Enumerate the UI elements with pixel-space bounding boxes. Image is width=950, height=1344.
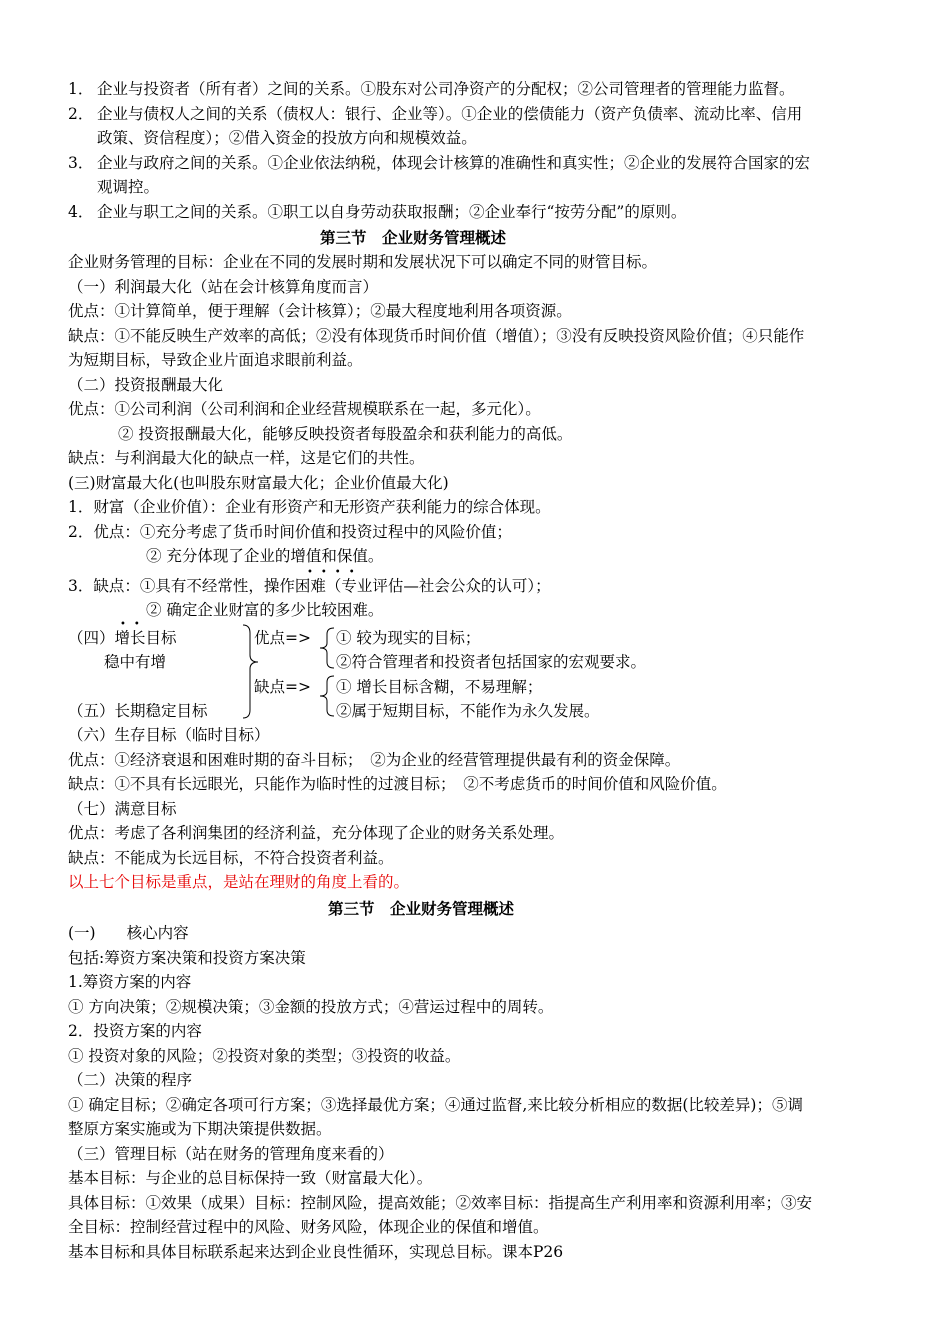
goal-longterm-label: （五）长期稳定目标 bbox=[68, 702, 208, 720]
paragraph: 1．财富（企业价值）：企业有形资产和无形资产获利能力的综合体现。 bbox=[68, 498, 551, 516]
paragraph: 缺点：与利润最大化的缺点一样，这是它们的共性。 bbox=[68, 449, 425, 467]
subheading: （二）投资报酬最大化 bbox=[68, 376, 224, 394]
paragraph: 3．缺点：①具有不经常性，操作困难（专业评估—社会公众的认可）； bbox=[68, 577, 551, 595]
list-item-text: 企业与债权人之间的关系（债权人：银行、企业等）。①企业的偿债能力（资产负债率、流动比率、信用 bbox=[97, 105, 803, 123]
subheading: (三)财富最大化(也叫股东财富最大化；企业价值最大化) bbox=[68, 474, 449, 492]
subheading: (一) 核心内容 bbox=[68, 924, 189, 942]
subheading: （六）生存目标（临时目标） bbox=[68, 726, 270, 744]
list-number: 2． bbox=[68, 105, 94, 123]
paragraph: 具体目标：①效果（成果）目标：控制风险，提高效能；②效率目标：指提高生产利用率和资源利用率；③安 bbox=[68, 1194, 813, 1212]
paragraph: ② 充分体现了企业的增值和保值。 bbox=[146, 547, 384, 565]
paragraph: ① 确定目标；②确定各项可行方案；③选择最优方案；④通过监督,来比较分析相应的数据(比较差异)；⑤调 bbox=[68, 1096, 803, 1114]
list-item-text: 政策、资信程度）；②借入资金的投放方向和规模效益。 bbox=[97, 129, 477, 147]
list-number: 1． bbox=[68, 80, 94, 98]
list-number: 3． bbox=[68, 154, 94, 172]
pros-item: ②符合管理者和投资者包括国家的宏观要求。 bbox=[336, 653, 647, 671]
pros-arrow-label: 优点=> bbox=[254, 629, 311, 647]
cons-item: ① 增长目标含糊，不易理解； bbox=[336, 678, 543, 696]
emphasis-dots: •••• bbox=[307, 567, 363, 578]
emphasis-dots: •• bbox=[120, 619, 148, 630]
subheading: （一）利润最大化（站在会计核算角度而言） bbox=[68, 278, 379, 296]
goal-growth-label: （四）增长目标 bbox=[68, 629, 177, 647]
paragraph: 为短期目标，导致企业片面追求眼前利益。 bbox=[68, 351, 363, 369]
paragraph: 2．投资方案的内容 bbox=[68, 1022, 202, 1040]
paragraph: 全目标：控制经营过程中的风险、财务风险，体现企业的保值和增值。 bbox=[68, 1218, 549, 1236]
paragraph: 包括:筹资方案决策和投资方案决策 bbox=[68, 949, 306, 967]
subheading: （七）满意目标 bbox=[68, 800, 177, 818]
cons-item: ②属于短期目标，不能作为永久发展。 bbox=[336, 702, 600, 720]
list-item-text: 企业与职工之间的关系。①职工以自身劳动获取报酬；②企业奉行“按劳分配”的原则。 bbox=[97, 203, 687, 221]
paragraph: 2．优点：①充分考虑了货币时间价值和投资过程中的风险价值； bbox=[68, 523, 512, 541]
paragraph: ① 方向决策；②规模决策；③金额的投放方式；④营运过程中的周转。 bbox=[68, 998, 554, 1016]
list-item-text: 企业与政府之间的关系。①企业依法纳税，体现会计核算的准确性和真实性；②企业的发展符合国家的宏 bbox=[97, 154, 811, 172]
paragraph: 优点：①公司利润（公司利润和企业经营规模联系在一起，多元化）。 bbox=[68, 400, 541, 418]
paragraph: 基本目标：与企业的总目标保持一致（财富最大化）。 bbox=[68, 1169, 433, 1187]
pros-item: ① 较为现实的目标； bbox=[336, 629, 481, 647]
paragraph: 1.筹资方案的内容 bbox=[68, 973, 192, 991]
paragraph: 优点：①经济衰退和困难时期的奋斗目标； ②为企业的经营管理提供最有利的资金保障。 bbox=[68, 751, 681, 769]
list-number: 4． bbox=[68, 203, 94, 221]
list-item-text: 观调控。 bbox=[97, 178, 160, 196]
paragraph: 基本目标和具体目标联系起来达到企业良性循环，实现总目标。课本P26 bbox=[68, 1243, 564, 1261]
paragraph: 企业财务管理的目标：企业在不同的发展时期和发展状况下可以确定不同的财管目标。 bbox=[68, 253, 658, 271]
paragraph: 优点：考虑了各利润集团的经济利益，充分体现了企业的财务关系处理。 bbox=[68, 824, 565, 842]
paragraph: 缺点：①不能反映生产效率的高低；②没有体现货币时间价值（增值）；③没有反映投资风险价值；④只能作 bbox=[68, 327, 805, 345]
section-heading: 第三节 企业财务管理概述 bbox=[328, 900, 515, 918]
paragraph: 优点：①计算简单，便于理解（会计核算）；②最大程度地利用各项资源。 bbox=[68, 302, 572, 320]
highlight-note: 以上七个目标是重点，是站在理财的角度上看的。 bbox=[68, 873, 410, 891]
list-item-text: 企业与投资者（所有者）之间的关系。①股东对公司净资产的分配权；②公司管理者的管理能力监督。 bbox=[97, 80, 795, 98]
cons-arrow-label: 缺点=> bbox=[254, 678, 311, 696]
paragraph: ① 投资对象的风险；②投资对象的类型；③投资的收益。 bbox=[68, 1047, 461, 1065]
paragraph: 整原方案实施或为下期决策提供数据。 bbox=[68, 1120, 332, 1138]
paragraph: 缺点：不能成为长远目标，不符合投资者利益。 bbox=[68, 849, 394, 867]
subheading: （二）决策的程序 bbox=[68, 1071, 193, 1089]
paragraph: ② 确定企业财富的多少比较困难。 bbox=[146, 601, 384, 619]
paragraph: ② 投资报酬最大化，能够反映投资者每股盈余和获利能力的高低。 bbox=[118, 425, 573, 443]
paragraph: 缺点：①不具有长远眼光，只能作为临时性的过渡目标； ②不考虑货币的时间价值和风险价值。 bbox=[68, 775, 727, 793]
section-heading: 第三节 企业财务管理概述 bbox=[320, 229, 507, 247]
subheading: （三）管理目标（站在财务的管理角度来看的） bbox=[68, 1145, 394, 1163]
goal-growth-sub: 稳中有增 bbox=[104, 653, 167, 671]
